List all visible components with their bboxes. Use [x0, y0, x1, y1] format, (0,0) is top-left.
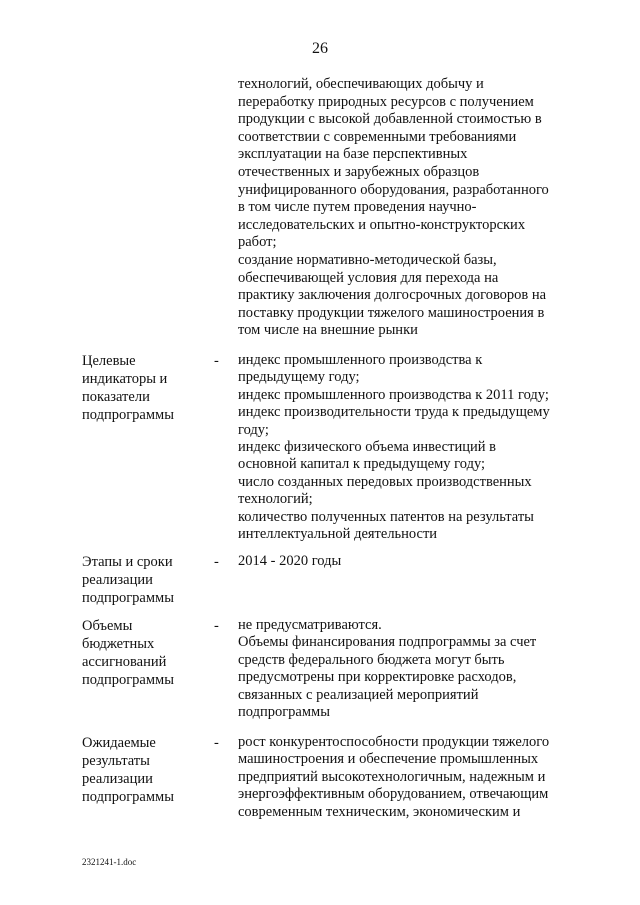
section-dash: -	[214, 618, 219, 634]
section-label-line: Целевые	[82, 353, 136, 369]
content-line: связанных с реализацией мероприятий	[238, 686, 479, 703]
content-line: машиностроения и обеспечение промышленных	[238, 751, 539, 768]
section-label-line: реализации	[82, 771, 153, 787]
intro-line: в том числе путем проведения научно-	[238, 199, 477, 216]
section-label-line: индикаторы и	[82, 371, 168, 387]
section-label-line: подпрограммы	[82, 407, 174, 423]
section-content	[238, 617, 568, 721]
content-line: году;	[238, 421, 269, 438]
content-line: энергоэффективным оборудованием, отвечающим	[238, 786, 549, 803]
content-line: число созданных передовых производственных	[238, 473, 532, 490]
section-dash: -	[214, 735, 219, 751]
section-content	[238, 553, 568, 570]
content-line: подпрограммы	[238, 704, 330, 721]
content-line: современным техническим, экономическим и	[238, 803, 521, 820]
intro-line: исследовательских и опытно-конструкторских	[238, 216, 526, 233]
section-label	[82, 734, 207, 806]
content-line: Объемы финансирования подпрограммы за счет	[238, 634, 537, 651]
section-label-line: подпрограммы	[82, 672, 174, 688]
section-label-line: результаты	[82, 753, 150, 769]
intro-line: поставку продукции тяжелого машиностроения в	[238, 304, 545, 321]
section-label-line: подпрограммы	[82, 590, 174, 606]
content-line: количество полученных патентов на результаты	[238, 508, 534, 525]
section-label-line: реализации	[82, 572, 153, 588]
section-label	[82, 553, 207, 607]
section-label-line: Объемы	[82, 618, 133, 634]
section-label-line: Этапы и сроки	[82, 554, 173, 570]
section-content	[238, 734, 568, 821]
section-label-line: показатели	[82, 389, 150, 405]
intro-line: работ;	[238, 234, 277, 251]
section-label-line: Ожидаемые	[82, 735, 156, 751]
content-line: основной капитал к предыдущему году;	[238, 456, 486, 473]
intro-line: том числе на внешние рынки	[238, 322, 418, 339]
section-label-line: подпрограммы	[82, 789, 174, 805]
section-label	[82, 352, 207, 424]
page-number: 26	[312, 40, 328, 57]
content-line: предприятий высокотехнологичным, надежным и	[238, 768, 546, 785]
intro-line: соответствии с современными требованиями	[238, 128, 517, 145]
intro-line: создание нормативно-методической базы,	[238, 251, 497, 268]
section-label	[82, 617, 207, 689]
section-dash: -	[214, 353, 219, 369]
document-footer: 2321241-1.doc	[82, 857, 137, 867]
content-line: индекс промышленного производства к	[238, 352, 483, 368]
intro-line: практику заключения долгосрочных договоров на	[238, 287, 547, 304]
intro-line: эксплуатации на базе перспективных	[238, 146, 468, 163]
intro-line: продукции с высокой добавленной стоимостью в	[238, 111, 542, 128]
content-line: рост конкурентоспособности продукции тяжелого	[238, 734, 550, 750]
content-line: индекс производительности труда к предыдущему	[238, 404, 550, 421]
content-line: интеллектуальной деятельности	[238, 526, 438, 543]
intro-line: обеспечивающей условия для перехода на	[238, 269, 499, 286]
intro-line: отечественных и зарубежных образцов	[238, 163, 480, 180]
intro-line: технологий, обеспечивающих добычу и	[238, 76, 484, 92]
content-line: средств федерального бюджета могут быть	[238, 651, 505, 668]
intro-line: переработку природных ресурсов с получением	[238, 93, 534, 110]
content-line: 2014 - 2020 годы	[238, 553, 342, 569]
section-dash: -	[214, 554, 219, 570]
section-label-line: ассигнований	[82, 654, 167, 670]
content-line: индекс промышленного производства к 2011 году;	[238, 386, 549, 403]
content-line: предусмотрены при корректировке расходов,	[238, 669, 517, 686]
section-label-line: бюджетных	[82, 636, 155, 652]
intro-line: унифицированного оборудования, разработанного	[238, 181, 549, 198]
content-line: предыдущему году;	[238, 369, 360, 386]
content-line: индекс физического объема инвестиций в	[238, 439, 496, 456]
intro-text-block	[238, 76, 568, 340]
content-line: не предусматриваются.	[238, 617, 382, 633]
content-line: технологий;	[238, 491, 313, 508]
section-content	[238, 352, 568, 543]
